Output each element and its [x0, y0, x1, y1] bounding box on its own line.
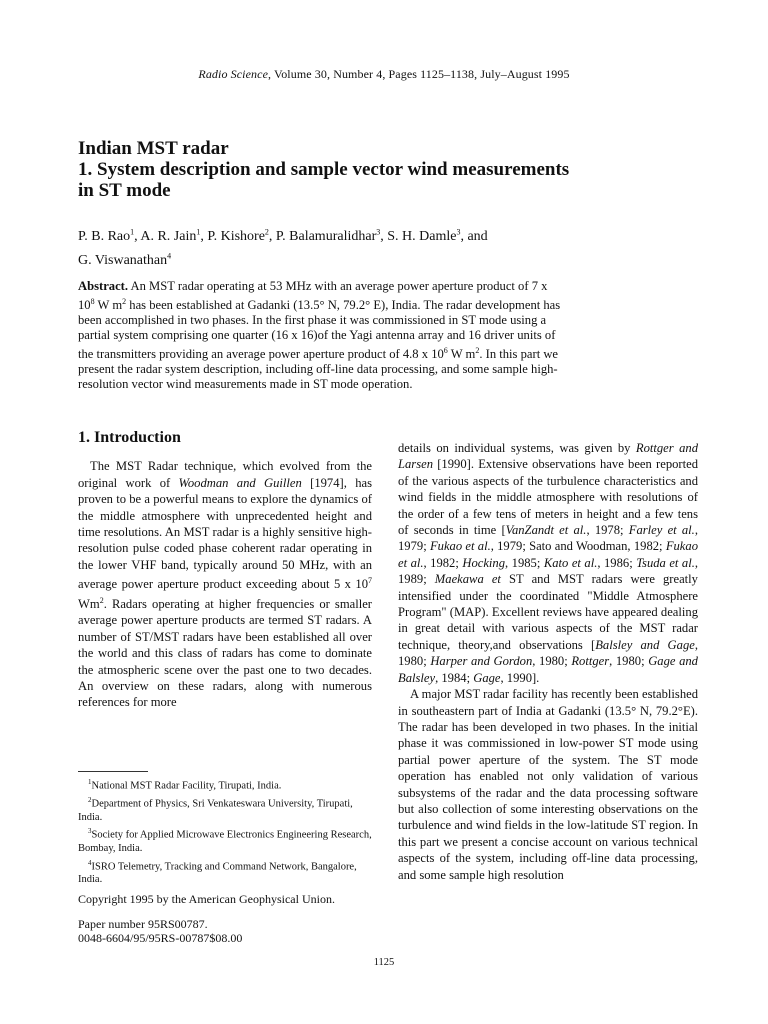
abstract: Abstract. An MST radar operating at 53 MHz with an average power aperture product of 7 x $10^8$ W $m^2$ has been established at Gadanki (13.5° N, 79.2° E), India. The radar development has been accomplished in two phases. In the first phase it was commissioned in ST mode using a partial system comprising one quarter (16 x 16)of the Yagi antenna array and 16 driver units of the transmitters providing an average power aperture product of 4.8 x $10^6$ W $m^2$. In this part we present the radar system description, including off-line data processing, and some sample high-resolution vector wind measurements made in ST mode operation. [78, 279, 561, 392]
footnote: $^1$National MST Radar Facility, Tirupati, India. [88, 778, 282, 792]
page-number: 1125 [373, 957, 395, 968]
footnote: $^4$ISRO Telemetry, Tracking and Command Network, Bangalore, India. [78, 858, 357, 886]
footnote: $^2$Department of Physics, Sri Venkateswara University, Tirupati, India. [78, 795, 353, 823]
footnote-rule [78, 771, 148, 772]
journal-name: Radio Science [198, 67, 268, 81]
paper-title [78, 138, 698, 201]
copyright-notice: Copyright 1995 by the American Geophysical Union. [78, 892, 335, 906]
right-column [398, 440, 698, 883]
author: P. B. Rao$^1$, [78, 227, 141, 244]
issn: 0048-6604/95/95RS-00787$08.00 [78, 931, 243, 945]
footnote: $^3$Society for Applied Microwave Electronics Engineering Research, Bombay, India. [78, 827, 372, 855]
intro-paragraph: The MST Radar technique, which evolved from the original work of Woodman and Guillen [1974], has proven to be a powerful means to explore the dynamics of the middle atmosphere with unprecedented height and time resolutions. An MST radar is a highly sensitive high-resolution pulse coded phase coherent radar operating in the lower VHF band, typically around 50 MHz, with an average power aperture product exceeding about 5 x $10^7$ Wm$^2$. Radars operating at higher frequencies or smaller average power aperture products are termed ST radars. A number of ST/MST radars have been established all over the world and this class of radars has come to dominate the atmospheric scene over the past one to two decades. An overview on these radars, along with numerous references for more [78, 459, 372, 710]
author-list [78, 222, 698, 271]
paper-number: Paper number 95RS00787. [78, 917, 208, 931]
author: P. Balamuralidhar$^3$, [275, 227, 388, 244]
left-column [78, 428, 372, 711]
title-line-1: Indian MST radar [78, 138, 229, 159]
title-line-2: 1. System description and sample vector wind measurements [78, 159, 570, 180]
running-head [0, 67, 768, 82]
title-line-3: in ST mode [78, 180, 171, 201]
author: P. Kishore$^2$, [207, 227, 276, 244]
author: A. R. Jain$^1$, [140, 227, 208, 244]
citation: , Volume 30, Number 4, Pages 1125–1138, July–August 1995 [268, 67, 570, 81]
abstract-label: Abstract. [78, 279, 129, 293]
author: S. H. Damle$^3$, and [387, 227, 488, 244]
author: G. Viswanathan$^4$ [78, 251, 172, 269]
footnotes [78, 771, 372, 888]
body-paragraph: A major MST radar facility has recently been established in southeastern part of India at Gadanki (13.5° N, 79.2°E). The radar has been developed in two phases. In the initial phase it was commissioned in low-power ST mode using partial power aperture of the system. The ST mode operation has enabled not only validation of various subsystems of the radar and the data processing software but also collection of some interesting observations on the turbulence and wind fields in the low-latitude ST region. In this part we present a concise account on various technical aspects of the system, including off-line data processing, and some sample high resolution [398, 687, 698, 882]
paper-number-block [78, 917, 372, 945]
section-heading: 1. Introduction [78, 429, 181, 446]
body-paragraph: details on individual systems, was given by Rottger and Larsen [1990]. Extensive observations have been reported of the various aspects of the turbulence characteristics and wind fields in the middle atmosphere with resolutions of the order of a few tens of meters in height and a few tens of seconds in time [VanZandt et al., 1978; Farley et al., 1979; Fukao et al., 1979; Sato and Woodman, 1982; Fukao et al., 1982; Hocking, 1985; Kato et al., 1986; Tsuda et al., 1989; Maekawa et ST and MST radars were greatly intensified under the coordinated "Middle Atmosphere Program" (MAP). Excellent reviews have appeared dealing in great detail with various aspects of the MST radar technique, theory,and observations [Balsley and Gage, 1980; Harper and Gordon, 1980; Rottger, 1980; Gage and Balsley, 1984; Gage, 1990]. [398, 441, 699, 685]
